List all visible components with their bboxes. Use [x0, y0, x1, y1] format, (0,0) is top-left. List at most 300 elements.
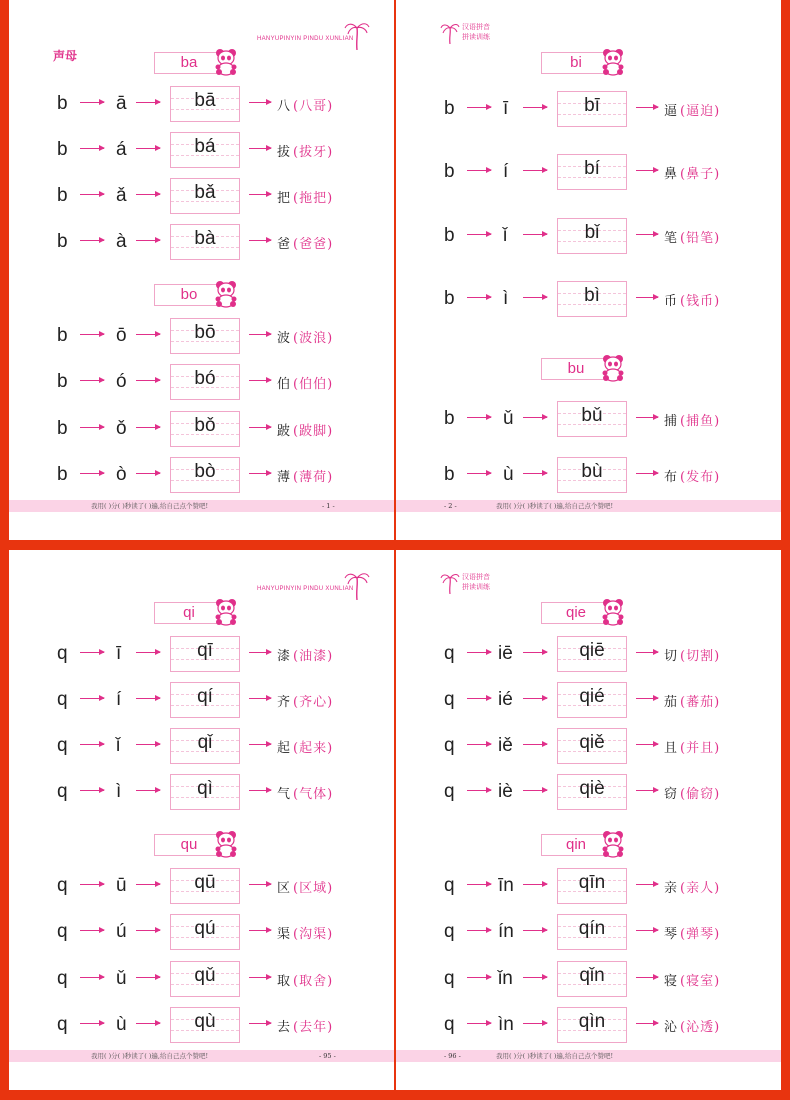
- pinyin-row: [9, 961, 394, 997]
- pinyin-box: [170, 961, 240, 997]
- pinyin-row: [396, 961, 781, 997]
- initial-consonant: q: [444, 921, 455, 942]
- arrow-icon: [136, 380, 160, 381]
- pinyin-row: [396, 636, 781, 672]
- pinyin-box: [170, 1007, 240, 1043]
- arrow-icon: [467, 744, 491, 745]
- pinyin-row: [396, 91, 781, 127]
- pinyin-box: [170, 364, 240, 400]
- pinyin-syllable: qiè: [579, 778, 605, 799]
- pinyin-syllable: qī: [197, 640, 213, 661]
- pinyin-syllable: qiě: [579, 732, 605, 753]
- final-vowel: ū: [116, 875, 127, 896]
- chinese-character: 拔: [277, 145, 291, 160]
- pinyin-row: [396, 154, 781, 190]
- example-word: (鼻子): [680, 167, 721, 182]
- final-vowel: í: [503, 161, 509, 182]
- pinyin-box: [170, 86, 240, 122]
- pinyin-box: [170, 914, 240, 950]
- pinyin-row: [9, 132, 394, 168]
- initial-consonant: q: [444, 1014, 455, 1035]
- pinyin-box: [557, 1007, 627, 1043]
- pinyin-row: [396, 914, 781, 950]
- arrow-icon: [80, 652, 104, 653]
- final-vowel: ǔ: [503, 408, 514, 429]
- arrow-icon: [467, 884, 491, 885]
- final-vowel: á: [116, 139, 127, 160]
- arrow-icon: [80, 744, 104, 745]
- arrow-icon: [249, 473, 271, 474]
- chinese-character: 把: [277, 191, 291, 206]
- arrow-icon: [136, 884, 160, 885]
- arrow-icon: [523, 790, 547, 791]
- arrow-icon: [523, 234, 547, 235]
- arrow-icon: [80, 1023, 104, 1024]
- arrow-icon: [80, 790, 104, 791]
- header-chinese-line1: 汉语拼音: [462, 23, 490, 31]
- example-word: (油漆): [293, 649, 334, 664]
- pinyin-box: [557, 218, 627, 254]
- pinyin-syllable: bō: [194, 322, 216, 343]
- workbook-page-95: [9, 550, 394, 1090]
- example-word: (区域): [293, 881, 334, 896]
- arrow-icon: [523, 930, 547, 931]
- initial-consonant: b: [57, 464, 68, 485]
- syllable-label: bu: [541, 358, 611, 380]
- arrow-icon: [636, 234, 658, 235]
- arrow-icon: [467, 652, 491, 653]
- header-chinese: [440, 22, 490, 42]
- example-word: (切割): [680, 649, 721, 664]
- header-chinese-line2: 拼读训练: [462, 33, 490, 41]
- pinyin-row: [396, 218, 781, 254]
- example-word: (波浪): [293, 331, 334, 346]
- final-vowel: iē: [498, 643, 513, 664]
- arrow-icon: [636, 652, 658, 653]
- pinyin-box: [170, 411, 240, 447]
- arrow-icon: [249, 652, 271, 653]
- final-vowel: iě: [498, 735, 513, 756]
- arrow-icon: [523, 1023, 547, 1024]
- section-label: 声母: [53, 49, 78, 63]
- pinyin-syllable: bì: [584, 285, 600, 306]
- final-vowel: à: [116, 231, 127, 252]
- initial-consonant: q: [57, 689, 68, 710]
- final-vowel: ú: [116, 921, 127, 942]
- arrow-icon: [636, 884, 658, 885]
- arrow-icon: [136, 334, 160, 335]
- pinyin-row: [9, 411, 394, 447]
- arrow-icon: [636, 698, 658, 699]
- arrow-icon: [467, 1023, 491, 1024]
- page-footer: [9, 1050, 394, 1062]
- pinyin-box: [557, 91, 627, 127]
- arrow-icon: [467, 698, 491, 699]
- arrow-icon: [523, 473, 547, 474]
- arrow-icon: [80, 194, 104, 195]
- final-vowel: ī: [116, 643, 122, 664]
- header-english: HANYUPINYIN PINDU XUNLIAN: [257, 586, 354, 592]
- pinyin-row: [9, 318, 394, 354]
- initial-consonant: b: [444, 464, 455, 485]
- arrow-icon: [136, 240, 160, 241]
- pinyin-row: [396, 774, 781, 810]
- chinese-character: 笔: [664, 231, 678, 246]
- header-chinese: [440, 572, 490, 592]
- pinyin-syllable: qū: [194, 872, 216, 893]
- arrow-icon: [467, 930, 491, 931]
- header-chinese-line2: 拼读训练: [462, 583, 490, 591]
- header-chinese-line1: 汉语拼音: [462, 573, 490, 581]
- arrow-icon: [636, 107, 658, 108]
- pinyin-box: [557, 457, 627, 493]
- pinyin-syllable: qì: [197, 778, 213, 799]
- chinese-character: 齐: [277, 695, 291, 710]
- arrow-icon: [467, 170, 491, 171]
- final-vowel: ō: [116, 325, 127, 346]
- final-vowel: ó: [116, 371, 127, 392]
- final-vowel: iè: [498, 781, 513, 802]
- initial-consonant: q: [57, 1014, 68, 1035]
- arrow-icon: [467, 473, 491, 474]
- initial-consonant: q: [57, 875, 68, 896]
- arrow-icon: [467, 297, 491, 298]
- example-word: (爸爸): [293, 237, 334, 252]
- arrow-icon: [136, 102, 160, 103]
- chinese-character: 茄: [664, 695, 678, 710]
- example-word: (亲人): [680, 881, 721, 896]
- initial-consonant: b: [57, 325, 68, 346]
- final-vowel: ò: [116, 464, 127, 485]
- arrow-icon: [80, 240, 104, 241]
- chinese-character: 寝: [664, 974, 678, 989]
- chinese-character: 取: [277, 974, 291, 989]
- workbook-page-2: [396, 0, 781, 540]
- syllable-label: qin: [541, 834, 611, 856]
- example-word: (捕鱼): [680, 414, 721, 429]
- arrow-icon: [136, 977, 160, 978]
- pinyin-row: [9, 774, 394, 810]
- final-vowel: ì: [116, 781, 122, 802]
- chinese-character: 窃: [664, 787, 678, 802]
- arrow-icon: [467, 417, 491, 418]
- pinyin-box: [170, 728, 240, 764]
- arrow-icon: [249, 1023, 271, 1024]
- arrow-icon: [136, 427, 160, 428]
- pinyin-box: [557, 154, 627, 190]
- initial-consonant: q: [57, 781, 68, 802]
- example-word: (去年): [293, 1020, 334, 1035]
- arrow-icon: [80, 334, 104, 335]
- arrow-icon: [249, 194, 271, 195]
- initial-consonant: b: [444, 225, 455, 246]
- syllable-label: qi: [154, 602, 224, 624]
- initial-consonant: b: [444, 98, 455, 119]
- arrow-icon: [523, 977, 547, 978]
- arrow-icon: [249, 102, 271, 103]
- pinyin-syllable: bà: [194, 228, 216, 249]
- arrow-icon: [249, 790, 271, 791]
- chinese-character: 波: [277, 331, 291, 346]
- pinyin-row: [9, 728, 394, 764]
- pinyin-row: [396, 1007, 781, 1043]
- pinyin-box: [170, 132, 240, 168]
- pinyin-syllable: bā: [194, 90, 216, 111]
- pinyin-box: [557, 774, 627, 810]
- example-word: (八哥): [293, 99, 334, 114]
- example-word: (薄荷): [293, 470, 334, 485]
- pinyin-syllable: qié: [579, 686, 605, 707]
- arrow-icon: [136, 790, 160, 791]
- chinese-character: 布: [664, 470, 678, 485]
- pinyin-row: [396, 682, 781, 718]
- pinyin-syllable: qiē: [579, 640, 605, 661]
- pinyin-row: [9, 1007, 394, 1043]
- pinyin-syllable: bó: [194, 368, 216, 389]
- footer-text: 我用( )分( )秒读了( )遍,给自己点个赞吧!: [91, 502, 209, 510]
- pinyin-syllable: bá: [194, 136, 216, 157]
- initial-consonant: q: [57, 921, 68, 942]
- arrow-icon: [636, 977, 658, 978]
- pinyin-box: [170, 774, 240, 810]
- initial-consonant: b: [57, 185, 68, 206]
- pinyin-row: [396, 281, 781, 317]
- chinese-character: 跛: [277, 424, 291, 439]
- arrow-icon: [136, 148, 160, 149]
- panda-icon: [211, 596, 241, 626]
- arrow-icon: [136, 698, 160, 699]
- initial-consonant: q: [57, 643, 68, 664]
- palm-tree-icon: [344, 20, 370, 50]
- arrow-icon: [80, 102, 104, 103]
- pinyin-syllable: qín: [578, 918, 606, 939]
- final-vowel: ǔ: [116, 968, 127, 989]
- arrow-icon: [523, 107, 547, 108]
- arrow-icon: [523, 170, 547, 171]
- pinyin-syllable: bò: [194, 461, 216, 482]
- pinyin-box: [170, 636, 240, 672]
- syllable-label: ba: [154, 52, 224, 74]
- page-number: - 2 -: [444, 502, 457, 510]
- pinyin-box: [557, 728, 627, 764]
- arrow-icon: [136, 930, 160, 931]
- example-word: (起来): [293, 741, 334, 756]
- arrow-icon: [249, 884, 271, 885]
- arrow-icon: [249, 427, 271, 428]
- initial-consonant: b: [57, 93, 68, 114]
- arrow-icon: [636, 1023, 658, 1024]
- arrow-icon: [467, 790, 491, 791]
- footer-text: 我用( )分( )秒读了( )遍,给自己点个赞吧!: [91, 1052, 209, 1060]
- arrow-icon: [249, 698, 271, 699]
- final-vowel: ù: [503, 464, 514, 485]
- chinese-character: 沁: [664, 1020, 678, 1035]
- final-vowel: ié: [498, 689, 513, 710]
- arrow-icon: [636, 417, 658, 418]
- chinese-character: 起: [277, 741, 291, 756]
- initial-consonant: q: [444, 781, 455, 802]
- pinyin-syllable: bù: [581, 461, 603, 482]
- pinyin-syllable: qīn: [578, 872, 606, 893]
- chinese-character: 鼻: [664, 167, 678, 182]
- pinyin-syllable: qí: [197, 686, 213, 707]
- arrow-icon: [636, 297, 658, 298]
- syllable-label: bo: [154, 284, 224, 306]
- arrow-icon: [80, 473, 104, 474]
- pinyin-box: [557, 914, 627, 950]
- page-footer: [396, 1050, 781, 1062]
- panda-icon: [211, 278, 241, 308]
- final-vowel: í: [116, 689, 122, 710]
- example-word: (发布): [680, 470, 721, 485]
- arrow-icon: [636, 170, 658, 171]
- arrow-icon: [136, 744, 160, 745]
- pinyin-syllable: bǒ: [194, 415, 216, 436]
- initial-consonant: b: [57, 371, 68, 392]
- chinese-character: 捕: [664, 414, 678, 429]
- chinese-character: 琴: [664, 927, 678, 942]
- example-word: (气体): [293, 787, 334, 802]
- initial-consonant: b: [57, 418, 68, 439]
- pinyin-box: [170, 178, 240, 214]
- chinese-character: 去: [277, 1020, 291, 1035]
- initial-consonant: q: [444, 689, 455, 710]
- pinyin-syllable: bí: [584, 158, 600, 179]
- chinese-character: 爸: [277, 237, 291, 252]
- page-footer: [396, 500, 781, 512]
- pinyin-syllable: qǔ: [194, 965, 216, 986]
- page-number: - 96 -: [444, 1052, 461, 1060]
- example-word: (拔牙): [293, 145, 334, 160]
- pinyin-row: [9, 914, 394, 950]
- initial-consonant: b: [57, 139, 68, 160]
- pinyin-row: [396, 868, 781, 904]
- pinyin-box: [170, 457, 240, 493]
- pinyin-box: [557, 281, 627, 317]
- arrow-icon: [523, 417, 547, 418]
- arrow-icon: [523, 884, 547, 885]
- final-vowel: ǐ: [116, 735, 121, 756]
- pinyin-row: [9, 86, 394, 122]
- pinyin-box: [557, 401, 627, 437]
- pinyin-syllable: bǎ: [194, 182, 216, 203]
- pinyin-syllable: bǔ: [581, 405, 603, 426]
- arrow-icon: [523, 744, 547, 745]
- final-vowel: ǎ: [116, 185, 127, 206]
- pinyin-row: [9, 457, 394, 493]
- pinyin-row: [9, 364, 394, 400]
- example-word: (并且): [680, 741, 721, 756]
- pinyin-row: [396, 401, 781, 437]
- arrow-icon: [636, 744, 658, 745]
- panda-icon: [598, 828, 628, 858]
- example-word: (跛脚): [293, 424, 334, 439]
- arrow-icon: [636, 930, 658, 931]
- arrow-icon: [80, 884, 104, 885]
- pinyin-box: [557, 682, 627, 718]
- chinese-character: 气: [277, 787, 291, 802]
- page-number: - 95 -: [319, 1052, 336, 1060]
- chinese-character: 且: [664, 741, 678, 756]
- page-number: - 1 -: [322, 502, 335, 510]
- page-footer: [9, 500, 394, 512]
- final-vowel: īn: [498, 875, 514, 896]
- initial-consonant: b: [444, 288, 455, 309]
- arrow-icon: [523, 297, 547, 298]
- pinyin-syllable: qù: [194, 1011, 216, 1032]
- chinese-character: 渠: [277, 927, 291, 942]
- example-word: (弹琴): [680, 927, 721, 942]
- arrow-icon: [249, 240, 271, 241]
- arrow-icon: [249, 977, 271, 978]
- pinyin-box: [170, 224, 240, 260]
- arrow-icon: [249, 930, 271, 931]
- workbook-page-96: [396, 550, 781, 1090]
- arrow-icon: [80, 427, 104, 428]
- chinese-character: 八: [277, 99, 291, 114]
- arrow-icon: [80, 148, 104, 149]
- pinyin-syllable: qìn: [578, 1011, 606, 1032]
- initial-consonant: b: [444, 161, 455, 182]
- example-word: (齐心): [293, 695, 334, 710]
- arrow-icon: [136, 194, 160, 195]
- example-word: (拖把): [293, 191, 334, 206]
- arrow-icon: [249, 744, 271, 745]
- initial-consonant: q: [57, 968, 68, 989]
- example-word: (取舍): [293, 974, 334, 989]
- example-word: (钱币): [680, 294, 721, 309]
- pinyin-row: [9, 868, 394, 904]
- pinyin-row: [9, 178, 394, 214]
- final-vowel: ù: [116, 1014, 127, 1035]
- final-vowel: ǒ: [116, 418, 127, 439]
- final-vowel: ǐ: [503, 225, 508, 246]
- arrow-icon: [467, 234, 491, 235]
- pinyin-syllable: qú: [194, 918, 216, 939]
- initial-consonant: b: [444, 408, 455, 429]
- header-english: HANYUPINYIN PINDU XUNLIAN: [257, 36, 354, 42]
- pinyin-row: [396, 728, 781, 764]
- final-vowel: ā: [116, 93, 127, 114]
- pinyin-box: [170, 682, 240, 718]
- example-word: (偷窃): [680, 787, 721, 802]
- pinyin-row: [9, 682, 394, 718]
- example-word: (沁透): [680, 1020, 721, 1035]
- workbook-page-1: [9, 0, 394, 540]
- pinyin-box: [557, 636, 627, 672]
- pinyin-box: [170, 868, 240, 904]
- initial-consonant: b: [57, 231, 68, 252]
- footer-text: 我用( )分( )秒读了( )遍,给自己点个赞吧!: [496, 1052, 614, 1060]
- final-vowel: ìn: [498, 1014, 514, 1035]
- example-word: (沟渠): [293, 927, 334, 942]
- example-word: (逼迫): [680, 104, 721, 119]
- chinese-character: 伯: [277, 377, 291, 392]
- chinese-character: 薄: [277, 470, 291, 485]
- pinyin-syllable: bǐ: [584, 222, 600, 243]
- panda-icon: [211, 46, 241, 76]
- panda-icon: [598, 46, 628, 76]
- footer-text: 我用( )分( )秒读了( )遍,给自己点个赞吧!: [496, 502, 614, 510]
- arrow-icon: [523, 652, 547, 653]
- syllable-label: qie: [541, 602, 611, 624]
- final-vowel: ǐn: [498, 968, 513, 989]
- final-vowel: ín: [498, 921, 514, 942]
- panda-icon: [598, 352, 628, 382]
- arrow-icon: [80, 930, 104, 931]
- initial-consonant: q: [444, 968, 455, 989]
- final-vowel: ī: [503, 98, 509, 119]
